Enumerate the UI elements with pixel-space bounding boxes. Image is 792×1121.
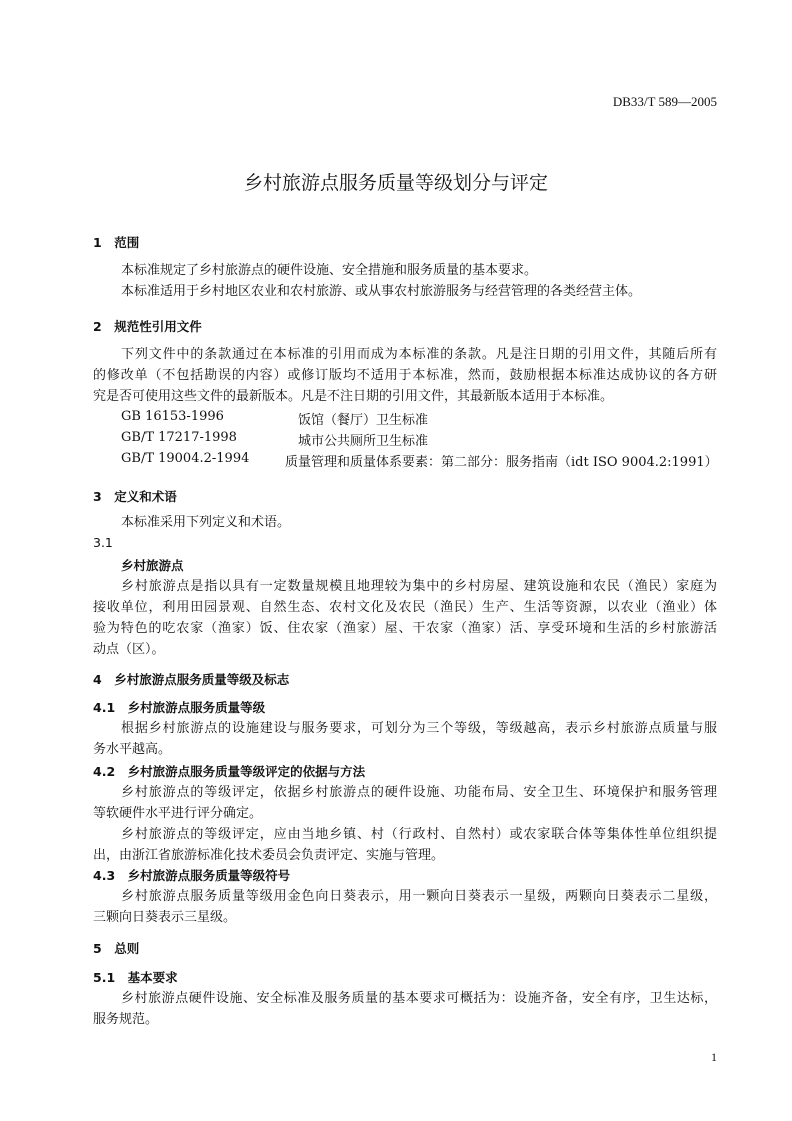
section-4-1-line-2: 务水平越高。 [93, 742, 172, 757]
term-definition-line-3: 验为特色的吃农家（渔家）饭、住农家（渔家）屋、干农家（渔家）活、享受环境和生活的乡村旅游活 [93, 621, 717, 636]
page-number: 1 [711, 1050, 717, 1064]
section-4-2-line-3: 乡村旅游点的等级评定，应由当地乡镇、村（行政村、自然村）或农家联合体等集体性单位组织提 [121, 827, 717, 842]
section-4-2-line-2: 等软硬件水平进行评分确定。 [93, 806, 263, 821]
section-4-3-line-2: 三颗向日葵表示三星级。 [93, 910, 237, 925]
section-1-para-2: 本标准适用于乡村地区农业和农村旅游、或从事农村旅游服务与经营管理的各类经营主体。 [121, 284, 642, 299]
ref-code: GB/T 17217-1998 [121, 430, 237, 445]
section-4-2-line-1: 乡村旅游点的等级评定，依据乡村旅游点的硬件设施、功能布局、安全卫生、环境保护和服务管理 [121, 785, 717, 800]
clause-number: 3.1 [93, 535, 113, 550]
ref-name: 城市公共厕所卫生标准 [298, 434, 429, 449]
ref-code: GB/T 19004.2-1994 [121, 451, 250, 466]
section-4-1-line-1: 根据乡村旅游点的设施建设与服务要求，可划分为三个等级，等级越高，表示乡村旅游点质量与服 [121, 721, 717, 736]
ref-name: 质量管理和质量体系要素：第二部分：服务指南（idt ISO 9004.2:1991） [285, 455, 718, 470]
section-4-2-heading: 4.2 乡村旅游点服务质量等级评定的依据与方法 [93, 764, 366, 779]
section-5-1-line-2: 服务规范。 [93, 1012, 159, 1027]
term-definition-line-2: 接收单位，利用田园景观、自然生态、农村文化及农民（渔民）生产、生活等资源，以农业（渔业）体 [93, 600, 717, 615]
document-number: DB33/T 589—2005 [612, 94, 717, 109]
ref-name: 饭馆（餐厅）卫生标准 [298, 413, 429, 428]
ref-code: GB 16153-1996 [121, 409, 224, 424]
section-2-line-2: 的修改单（不包括勘误的内容）或修订版均不适用于本标准，然而，鼓励根据本标准达成协议的各方研 [93, 368, 717, 383]
section-5-1-heading: 5.1 基本要求 [93, 970, 178, 985]
section-2-heading: 2 规范性引用文件 [93, 319, 202, 334]
section-2-line-3: 究是否可使用这些文件的最新版本。凡是不注日期的引用文件，其最新版本适用于本标准。 [93, 389, 614, 404]
section-5-1-line-1: 乡村旅游点硬件设施、安全标准及服务质量的基本要求可概括为：设施齐备，安全有序，卫生达标， [121, 991, 717, 1006]
section-4-3-heading: 4.3 乡村旅游点服务质量等级符号 [93, 868, 291, 883]
section-2-line-1: 下列文件中的条款通过在本标准的引用而成为本标准的条款。凡是注日期的引用文件，其随后所有 [121, 347, 717, 362]
term-definition-line-1: 乡村旅游点是指以具有一定数量规模且地理较为集中的乡村房屋、建筑设施和农民（渔民）家庭为 [121, 579, 717, 594]
document-title: 乡村旅游点服务质量等级划分与评定 [243, 172, 548, 194]
term-definition-line-4: 动点（区）。 [93, 642, 165, 657]
section-4-3-line-1: 乡村旅游点服务质量等级用金色向日葵表示，用一颗向日葵表示一星级，两颗向日葵表示二星级， [121, 889, 717, 904]
section-4-2-line-4: 出，由浙江省旅游标准化技术委员会负责评定、实施与管理。 [93, 848, 445, 863]
section-1-heading: 1 范围 [93, 235, 140, 250]
section-5-heading: 5 总则 [93, 941, 140, 956]
term-title: 乡村旅游点 [121, 558, 184, 573]
section-4-heading: 4 乡村旅游点服务质量等级及标志 [93, 672, 290, 687]
section-1-para-1: 本标准规定了乡村旅游点的硬件设施、安全措施和服务质量的基本要求。 [121, 263, 538, 278]
section-3-para-1: 本标准采用下列定义和术语。 [121, 515, 291, 530]
section-4-1-heading: 4.1 乡村旅游点服务质量等级 [93, 700, 266, 715]
section-3-heading: 3 定义和术语 [93, 489, 177, 504]
